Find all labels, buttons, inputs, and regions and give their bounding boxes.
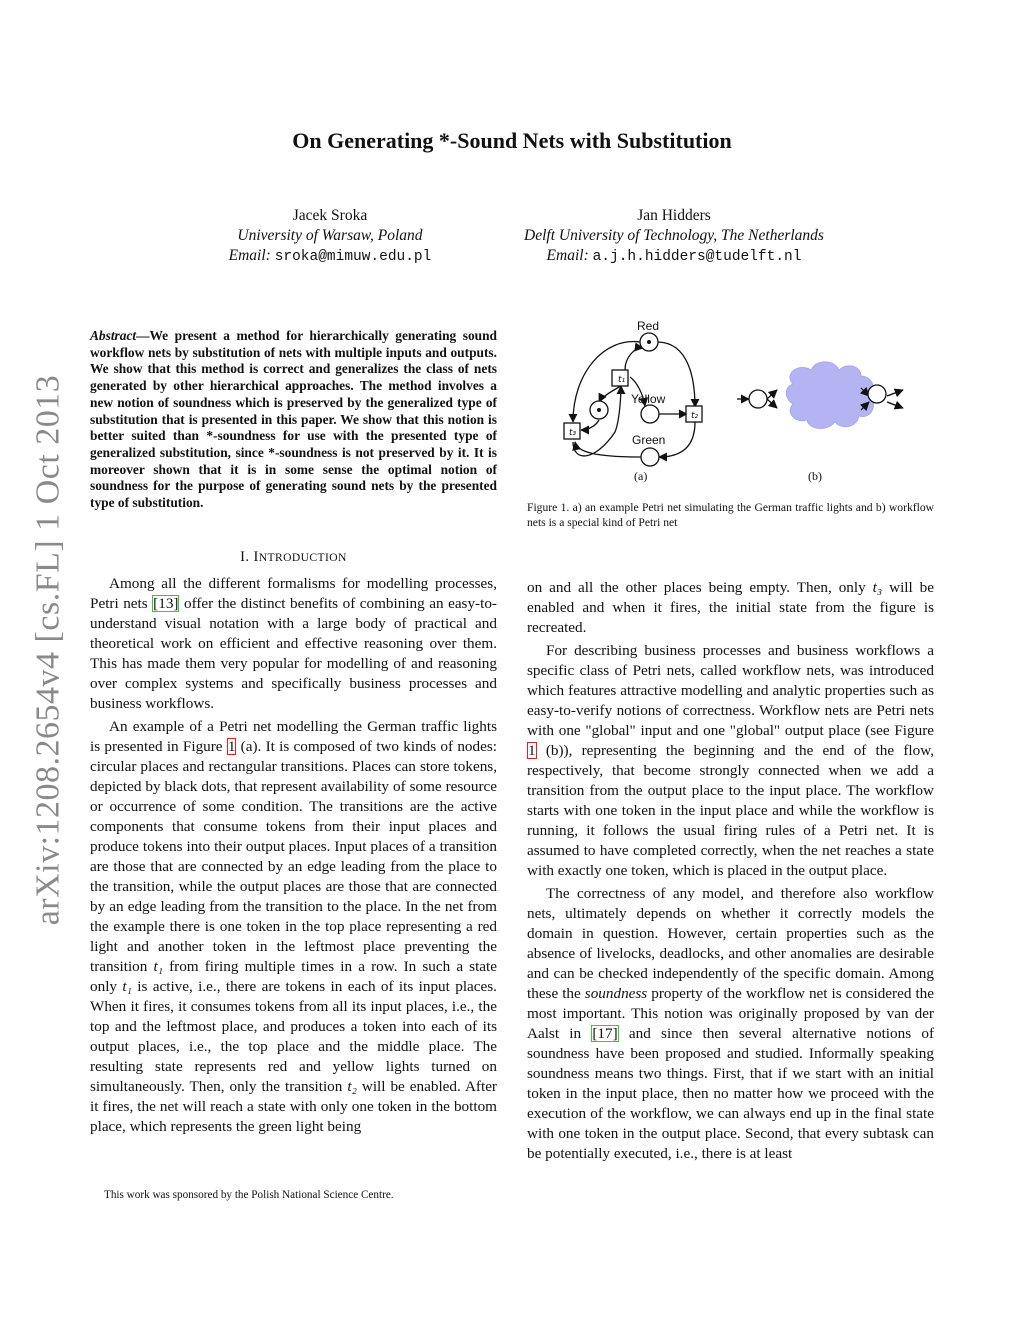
- token-red: [647, 340, 651, 344]
- footnote: This work was sponsored by the Polish National Science Centre.: [104, 1189, 394, 1201]
- arc-t3-to-t1: [573, 386, 621, 456]
- text-run: and since then several alternative notions of soundness have been proposed and studied. Informally speaking soundness means two things. First, that if we start with an initial token in the input place, then no matter how we proceed with the execution of the workflow, we can always end up in the final state with one token in the output place. Second, that every subtask can be potentially executed, i.e., there is at least: [527, 1025, 935, 1162]
- section-title-rest: NTRODUCTION: [258, 551, 347, 564]
- paragraph: [527, 641, 934, 881]
- label-green: Green: [632, 433, 666, 447]
- math-t2: t₂: [347, 1078, 357, 1095]
- right-column: [527, 578, 934, 1164]
- arc-input-down: [767, 399, 777, 408]
- subnet-cloud: [786, 362, 873, 429]
- arc-input-up: [767, 390, 777, 399]
- citation-link[interactable]: [13]: [153, 595, 179, 612]
- math-t3: t₃: [872, 579, 883, 596]
- email-label: Email:: [546, 247, 589, 264]
- section-heading: [90, 549, 497, 566]
- email-label: Email:: [228, 247, 271, 264]
- abstract-text: —We present a method for hierarchically generating sound workflow nets by substitution of nets with multiple inputs and outputs. We show that this method is correct and generalizes the class of nets generated by other hierarchical approaches. The method involves a new notion of soundness which is preserved by the generalized type of substitution that is presented in this paper. We show that this notion is better suited than *-soundness for use with the presented type of generalized substitution, since *-soundness is not preserved by it. It is moreover shown that it is in some sense the optimal notion of soundness for the purpose of generating sound nets by the presented type of substitution.: [90, 328, 497, 511]
- place-yellow: [641, 405, 659, 423]
- text-run: An example of a Petri net modelling the German traffic lights is presented in Figure: [90, 718, 497, 755]
- label-yellow: Yellow: [631, 392, 666, 406]
- arxiv-id: arXiv:1208.2654v4 [cs.FL] 1 Oct 2013: [29, 374, 67, 926]
- paragraph: [527, 884, 934, 1164]
- arxiv-watermark: [26, 374, 70, 926]
- author-email-line: [484, 246, 864, 267]
- figure-1: [555, 312, 935, 502]
- text-run: on and all the other places being empty. Then, only: [527, 579, 873, 596]
- petri-net-figure: [555, 312, 935, 502]
- input-place: [749, 390, 767, 408]
- text-run: Among all the different formalisms for modelling processes, Petri nets: [90, 575, 497, 612]
- figure-caption: Figure 1. a) an example Petri net simulating the German traffic lights and b) workflow nets is a special kind of Petri net: [527, 501, 934, 529]
- text-run: will be enabled and when it fires, the initial state from the figure is recreated.: [527, 579, 934, 636]
- arc-place-to-out-down: [887, 402, 903, 408]
- arc-place-to-out-up: [887, 390, 903, 396]
- figure-link[interactable]: 1: [528, 742, 536, 759]
- net-b: [737, 362, 903, 483]
- paragraph: [90, 574, 497, 714]
- arc-t1-to-middle: [599, 386, 621, 402]
- text-run: (b)), representing the beginning and the end of the flow, respectively, that become strongly connected when we add a transition from the output place to the input place. The workflow starts with one token in the input place and while the workflow is running, it follows the usual firing rules of a Petri net. It is assumed to have completed correctly, when the net reaches a state with exactly one token, which is placed in the output place.: [527, 742, 934, 879]
- label-t3: t₃: [569, 428, 577, 438]
- paragraph: [90, 717, 497, 1137]
- subfigure-label-a: (a): [634, 469, 648, 483]
- text-run: For describing business processes and business workflows a specific class of Petri nets, called workflow nets, was introduced which features attractive modelling and analytic properties such as easy-to-verify notions of correctness. Workflow nets are Petri nets with one "global" input and one "global" output place (see Figure: [527, 642, 934, 739]
- emphasis: soundness: [584, 985, 648, 1002]
- author-name: Jacek Sroka: [292, 207, 368, 224]
- author-email[interactable]: sroka@mimuw.edu.pl: [274, 249, 432, 265]
- label-red: Red: [637, 319, 660, 333]
- abstract: [90, 328, 497, 512]
- paragraph: [527, 578, 934, 638]
- arc-middle-to-t3: [581, 420, 599, 430]
- author-affiliation: Delft University of Technology, The Netherlands: [524, 227, 824, 244]
- place-green: [641, 448, 659, 466]
- author-affiliation: University of Warsaw, Poland: [237, 227, 423, 244]
- math-t1: t₁: [122, 978, 132, 995]
- label-t1: t₁: [618, 375, 626, 385]
- math-t1: t₁: [153, 958, 163, 975]
- abstract-lead: Abstract: [90, 328, 137, 343]
- output-place: [868, 385, 886, 403]
- text-run: The correctness of any model, and therefore also workflow nets, ultimately depends on whether it correctly models the domain in question. However, certain properties such as the absence of livelocks, deadlocks, and other anomalies are desirable and can be checked independently of the specific domain. Among these the: [527, 885, 934, 1002]
- text-run: will be enabled. After it fires, the net will reach a state with only one token in the bottom place, which represents the green light being: [90, 1078, 497, 1135]
- text-run: is active, i.e., there are tokens in each of its input places. When it fires, it consumes tokens from all its input places, i.e., the top and the leftmost place, and produces a token into each of its output places, i.e., the top place and the middle place. The resulting state represents red and yellow lights turned on simultaneously. Then, only the transition: [90, 978, 497, 1095]
- text-run: property of the workflow net is considered the most important. This notion was originally proposed by van der Aalst in: [527, 985, 935, 1042]
- section-number: I.: [240, 549, 250, 565]
- author-name: Jan Hidders: [637, 207, 711, 224]
- paper-title: On Generating *-Sound Nets with Substitution: [292, 128, 732, 153]
- token-middle: [597, 408, 601, 412]
- author-email-line: [200, 246, 460, 267]
- left-column: [90, 574, 497, 1137]
- author-block-2: [484, 206, 864, 267]
- arc-t1-to-red: [625, 348, 643, 370]
- author-block-1: [200, 206, 460, 267]
- author-email[interactable]: a.j.h.hidders@tudelft.nl: [592, 249, 802, 265]
- text-run: from firing multiple times in a row. In such a state only: [90, 958, 497, 995]
- citation-link[interactable]: [17]: [592, 1025, 618, 1042]
- figure-link[interactable]: 1: [227, 738, 236, 755]
- label-t2: t₂: [691, 411, 699, 421]
- text-run: offer the distinct benefits of combining an easy-to-understand visual notation with a large body of practical and theoretical work on efficient and effective reasoning over them. This has made them very popular for modelling of and reasoning over complex systems and specifically business processes and business workflows.: [90, 595, 497, 712]
- text-run: (a). It is composed of two kinds of nodes: circular places and rectangular transitions. Places can store tokens, depicted by black dots, that represent availability of some resource or occurrence of some condition. The transitions are the active components that consume tokens from their input places and produce tokens into their output places. Input places of a transition are those that are connected by an edge leading from the place to the transition, while the output places are those that are connected by an edge leading from the transition to the place. In the net from the example there is one token in the top place representing a red light and another token in the leftmost place preventing the transition: [90, 738, 497, 975]
- section-title-first: I: [253, 549, 259, 565]
- subfigure-label-b: (b): [808, 469, 822, 483]
